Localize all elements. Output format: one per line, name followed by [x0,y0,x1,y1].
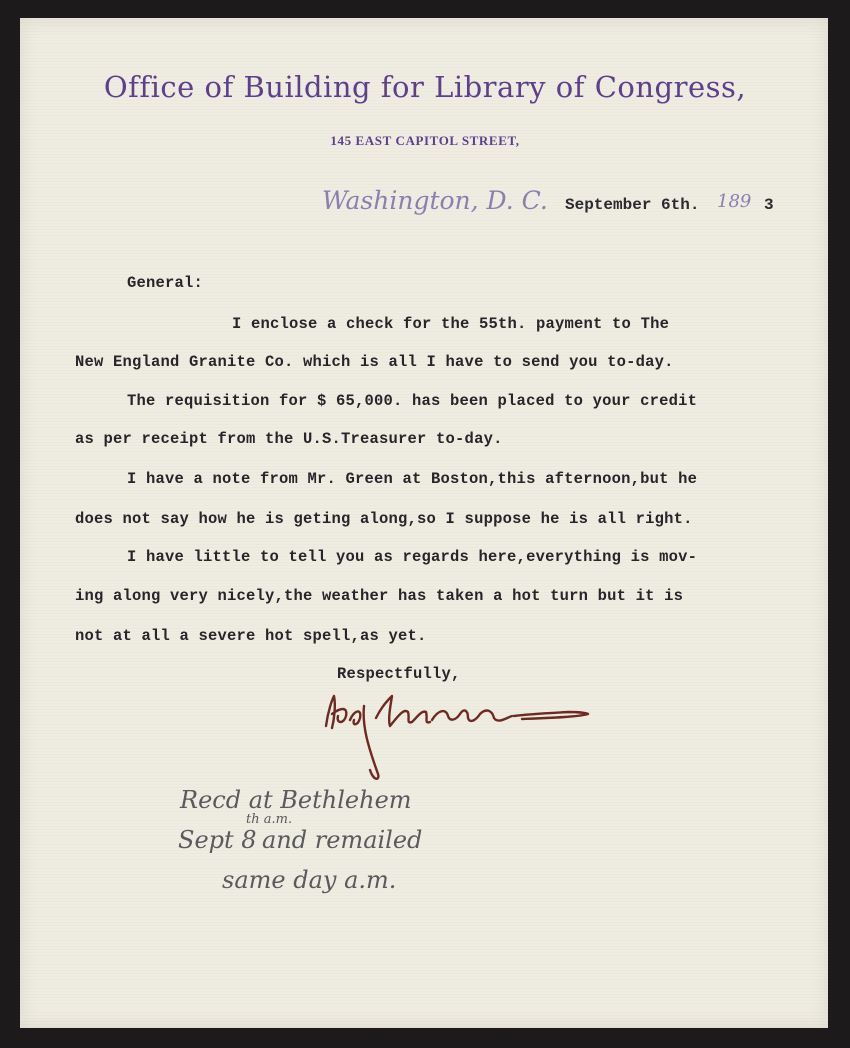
salutation: General: [127,274,204,292]
letterhead-place: Washington, D. C. [322,186,548,215]
body-line-8: ing along very nicely,the weather has taken a hot turn but it is [75,587,684,605]
body-line-4: as per receipt from the U.S.Treasurer to-day. [75,430,503,448]
body-line-3: The requisition for $ 65,000. has been placed to your credit [127,392,698,410]
closing: Respectfully, [337,665,461,683]
body-line-2: New England Granite Co. which is all I have to send you to-day. [75,353,674,371]
body-line-6: does not say how he is geting along,so I suppose he is all right. [75,510,693,528]
letter-year-suffix: 3 [764,196,774,214]
body-line-7: I have little to tell you as regards here,everything is mov- [127,548,698,566]
body-line-9: not at all a severe hot spell,as yet. [75,627,427,645]
pencil-note-line-2a: Sept 8 [178,826,257,854]
signature-stroke [376,696,430,726]
letter-year-prefix: 189 [717,191,752,212]
pencil-note-line-2b: and remailed [262,826,423,854]
signature-stroke [432,711,512,721]
signature-stroke [326,696,346,728]
pencil-note-line-3: same day a.m. [222,866,397,894]
handwritten-signature [318,686,598,786]
body-line-5: I have a note from Mr. Green at Boston,this afternoon,but he [127,470,698,488]
pencil-note-superscript: th a.m. [246,812,293,827]
letterhead-address: 145 EAST CAPITOL STREET, [330,133,520,148]
letter-date: September 6th. [565,196,700,214]
body-line-1: I enclose a check for the 55th. payment to The [232,315,670,333]
letterhead-title: Office of Building for Library of Congress, [103,70,747,104]
pencil-note-line-1: Recd at Bethlehem [180,786,412,814]
signature-stroke [350,706,378,779]
signature-stroke [514,712,588,719]
